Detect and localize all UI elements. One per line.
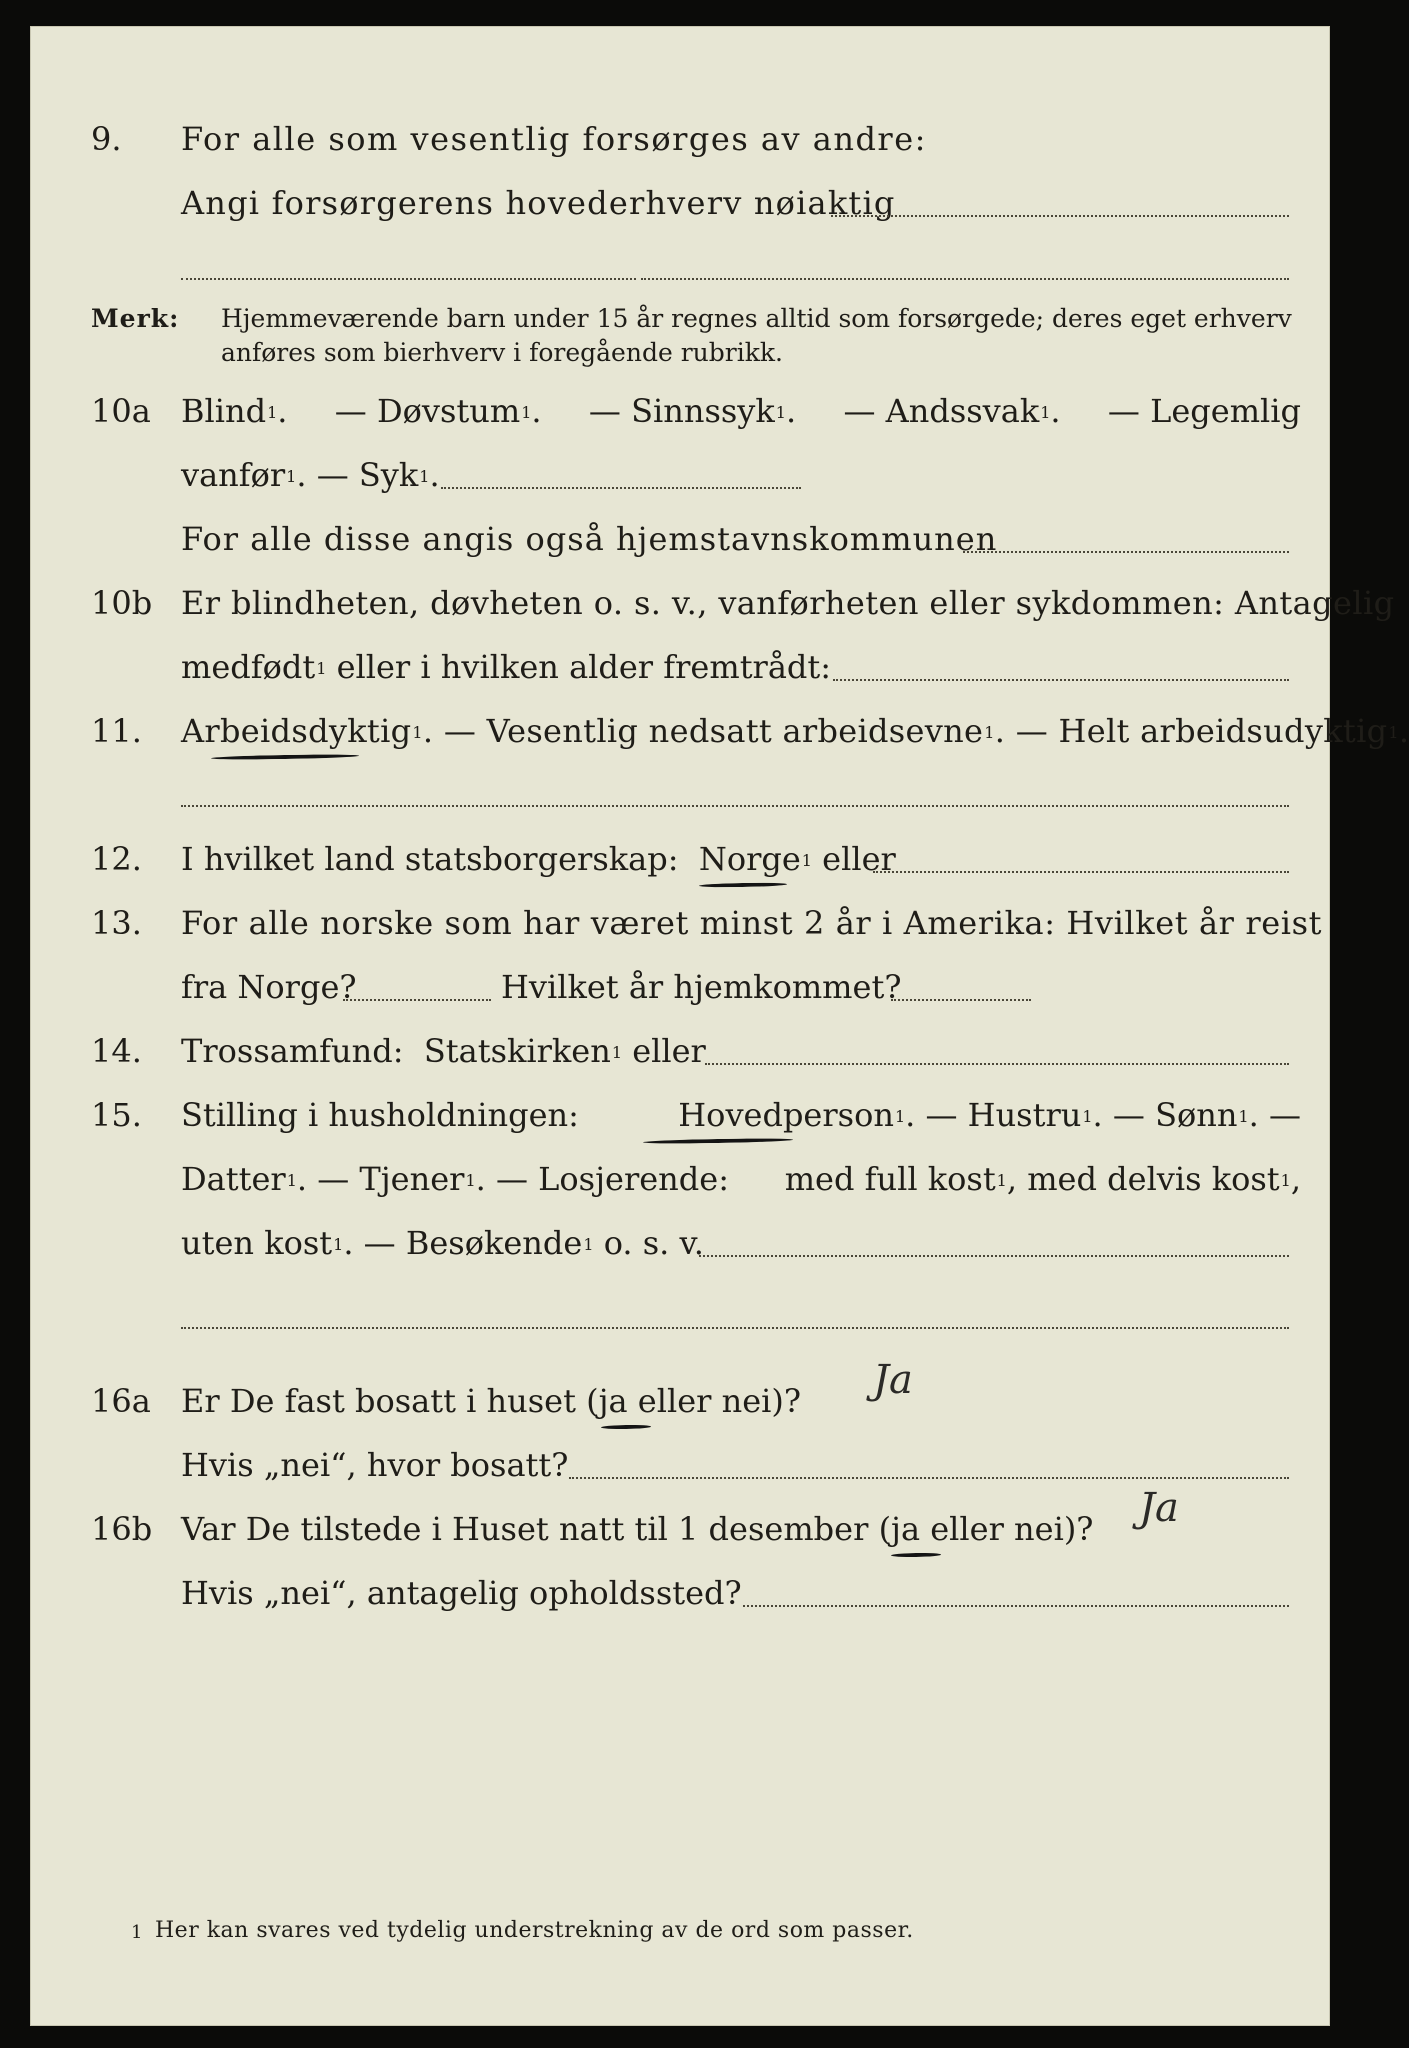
q10b-number: 10b — [91, 584, 153, 622]
merk-line1: Hjemmeværende barn under 15 år regnes alltid som forsørgede; deres eget erhverv — [221, 304, 1292, 333]
q9-extra-line-right[interactable] — [641, 278, 1289, 280]
q10a-legemlig: — Legemlig — [1107, 392, 1301, 430]
census-form-page — [30, 26, 1409, 2026]
q16a-line2: Hvis „nei“, hvor bosatt? — [181, 1446, 569, 1484]
q15-line2: Datter$^1$. — Tjener$^1$. — Losjerende: med full kost$^1$, med delvis kost$^1$, — [181, 1160, 1301, 1198]
q14-line: Trossamfund: Statskirken$^1$ eller — [181, 1032, 706, 1070]
q12-underline-mark — [699, 882, 787, 888]
q13-number: 13. — [91, 904, 142, 942]
q16b-handwritten-answer: Ja — [1139, 1485, 1179, 1531]
q13-hjemkommet-line[interactable] — [891, 999, 1031, 1001]
q16b-number: 16b — [91, 1510, 153, 1548]
q16b-underline-mark — [891, 1553, 941, 1558]
q16b-line2: Hvis „nei“, antagelig opholdssted? — [181, 1574, 742, 1612]
q11-number: 11. — [91, 712, 142, 750]
q10a-hjemstavn-line[interactable] — [963, 551, 1289, 553]
q12-line: I hvilket land statsborgerskap: Norge$^1$ eller — [181, 840, 896, 878]
q13-reist-line[interactable] — [343, 999, 491, 1001]
q13-line2a: fra Norge? — [181, 968, 357, 1006]
q11-extra-line[interactable] — [181, 805, 1289, 807]
q12-number: 12. — [91, 840, 142, 878]
q10a-blind: Blind — [181, 392, 267, 430]
q15-hovedperson[interactable]: Hovedperson — [678, 1096, 894, 1134]
q15-answer-line[interactable] — [699, 1255, 1289, 1257]
q16a-handwritten-answer: Ja — [873, 1357, 913, 1403]
q16a-number: 16a — [91, 1382, 151, 1420]
q10b-answer-line[interactable] — [833, 679, 1289, 681]
q10a-syk-line[interactable] — [441, 487, 801, 489]
q14-statskirken[interactable]: Statskirken — [423, 1032, 611, 1070]
q14-answer-line[interactable] — [705, 1063, 1289, 1065]
q10a-line3: For alle disse angis også hjemstavnskommunen — [181, 520, 998, 558]
q10a-andssvak: — Andssvak — [843, 392, 1040, 430]
q10a-line2: vanfør$^1$. — Syk$^1$. — [181, 456, 440, 494]
q11-arbeidsdyktig[interactable]: Arbeidsdyktig — [181, 712, 412, 750]
q11-line: Arbeidsdyktig$^1$. — Vesentlig nedsatt arbeidsevne$^1$. — Helt arbeidsudyktig$^1$. — [181, 712, 1409, 750]
q16b-line1: Var De tilstede i Huset natt til 1 desember (ja eller nei)? — [181, 1510, 1094, 1548]
q9-line2: Angi forsørgerens hovederhverv nøiaktig — [181, 184, 896, 222]
q10a-number: 10a — [91, 392, 151, 430]
q15-number: 15. — [91, 1096, 142, 1134]
q15-extra-line[interactable] — [181, 1327, 1289, 1329]
q15-line1: Stilling i husholdningen: Hovedperson$^1$. — Hustru$^1$. — Sønn$^1$. — — [181, 1096, 1301, 1134]
q10b-line2: medfødt$^1$ eller i hvilken alder fremtrådt: — [181, 648, 832, 686]
q10a-line1: Blind$^1$. — Døvstum$^1$. — Sinnssyk$^1$. — Andssvak$^1$. — Legemlig — [181, 392, 1301, 430]
q13-line2b: Hvilket år hjemkommet? — [501, 968, 902, 1006]
q12-answer-line[interactable] — [873, 871, 1289, 873]
q9-answer-line[interactable] — [831, 215, 1289, 217]
q9-number: 9. — [91, 120, 122, 158]
q16a-line1: Er De fast bosatt i huset (ja eller nei)? — [181, 1382, 802, 1420]
q12-norge[interactable]: Norge — [698, 840, 801, 878]
q14-number: 14. — [91, 1032, 142, 1070]
q10a-sinnssyk: — Sinnssyk — [588, 392, 775, 430]
q10b-line1: Er blindheten, døvheten o. s. v., vanførheten eller sykdommen: Antagelig — [181, 584, 1395, 622]
q15-underline-mark — [643, 1138, 793, 1145]
q16b-opholdssted-line[interactable] — [743, 1605, 1289, 1607]
q9-extra-line-left[interactable] — [181, 278, 636, 280]
footnote-text: Her kan svares ved tydelig understrekning av de ord som passer. — [155, 1918, 914, 1943]
q13-line1: For alle norske som har været minst 2 år i Amerika: Hvilket år reist — [181, 904, 1323, 942]
footnote-mark: 1 — [131, 1922, 143, 1943]
q11-underline-mark — [211, 754, 359, 761]
q15-line3: uten kost$^1$. — Besøkende$^1$ o. s. v. — [181, 1224, 704, 1262]
q16a-underline-mark — [601, 1425, 651, 1430]
merk-label: Merk: — [91, 304, 180, 333]
q9-line1: For alle som vesentlig forsørges av andre: — [181, 120, 927, 158]
merk-line2: anføres som bierhverv i foregående rubrikk. — [221, 338, 783, 367]
q10a-dovstum: — Døvstum — [334, 392, 521, 430]
q16a-bosatt-line[interactable] — [569, 1477, 1289, 1479]
